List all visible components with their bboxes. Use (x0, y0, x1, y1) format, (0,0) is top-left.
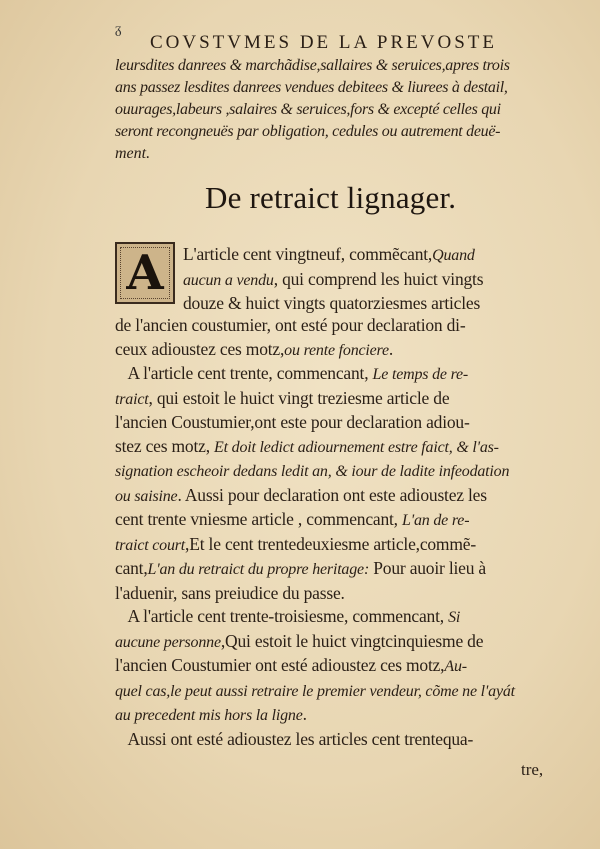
initial-ornament (120, 247, 170, 299)
top-line: ans passez lesdites danrees vendues debitees & liurees à destail, (115, 79, 508, 96)
body-line: aucun a vendu, qui comprend les huict vingts (183, 268, 484, 289)
body-line: A l'article cent trente-troisiesme, commencant, Si (115, 606, 461, 626)
catchword: tre, (521, 760, 544, 779)
body-line: traict court,Et le cent trentedeuxiesme article,commẽ- (115, 533, 476, 554)
body-line: de l'ancien coustumier, ont esté pour declaration di- (115, 315, 466, 335)
body-line: l'ancien Coustumier,ont este pour declaration adiou- (115, 412, 470, 432)
body-line: L'article cent vingtneuf, commẽcant,Quand (183, 244, 475, 264)
body-line: l'ancien Coustumier ont esté adioustez ces motz,Au- (115, 655, 467, 675)
body-line: stez ces motz, Et doit ledict adiournement estre faict, & l'as- (115, 435, 499, 456)
top-text-block (115, 55, 555, 165)
running-head: COVSTVMES DE LA PREVOSTE (150, 32, 497, 53)
first-paragraph (183, 243, 563, 316)
top-line: leursdites danrees & marchãdise,sallaires & seruices,apres trois (115, 57, 510, 74)
body-line: aucune personne,Qui estoit le huict vingtcinquiesme de (115, 630, 484, 651)
body-line: cent trente vniesme article , commencant, L'an de re- (115, 509, 470, 529)
top-line: ouurages,labeurs ,salaires & seruices,fors & excepté celles qui (115, 101, 501, 118)
body-line: signation escheoir dedans ledit an, & iour de ladite infeodation (115, 463, 510, 480)
top-line: seront recongneuës par obligation, cedules ou autrement deuë- (115, 123, 501, 140)
body-line: cant,L'an du retraict du propre heritage: Pour auoir lieu à (115, 558, 487, 578)
body-line: ceux adioustez ces motz,ou rente fonciere. (115, 338, 394, 359)
body-line: au precedent mis hors la ligne. (115, 704, 307, 724)
body-line: A l'article cent trente, commencant, Le temps de re- (115, 363, 469, 383)
body-line: ou saisine. Aussi pour declaration ont este adioustez les (115, 484, 487, 505)
initial-letter: A (126, 245, 164, 301)
decorated-initial (115, 242, 175, 304)
body-line: douze & huict vingts quatorziesmes articles (183, 293, 481, 313)
body-text (115, 314, 565, 751)
corner-mark: ᵹ (115, 22, 122, 37)
body-line: traict, qui estoit le huict vingt treziesme article de (115, 387, 450, 408)
top-last-word: ment. (115, 145, 151, 162)
body-line: Aussi ont esté adioustez les articles cent trentequa- (115, 728, 474, 749)
body-line: quel cas,le peut aussi retraire le premier vendeur, cõme ne l'ayát (115, 682, 515, 700)
body-line: l'aduenir, sans preiudice du passe. (115, 582, 345, 603)
section-heading: De retraict lignager. (205, 180, 457, 215)
